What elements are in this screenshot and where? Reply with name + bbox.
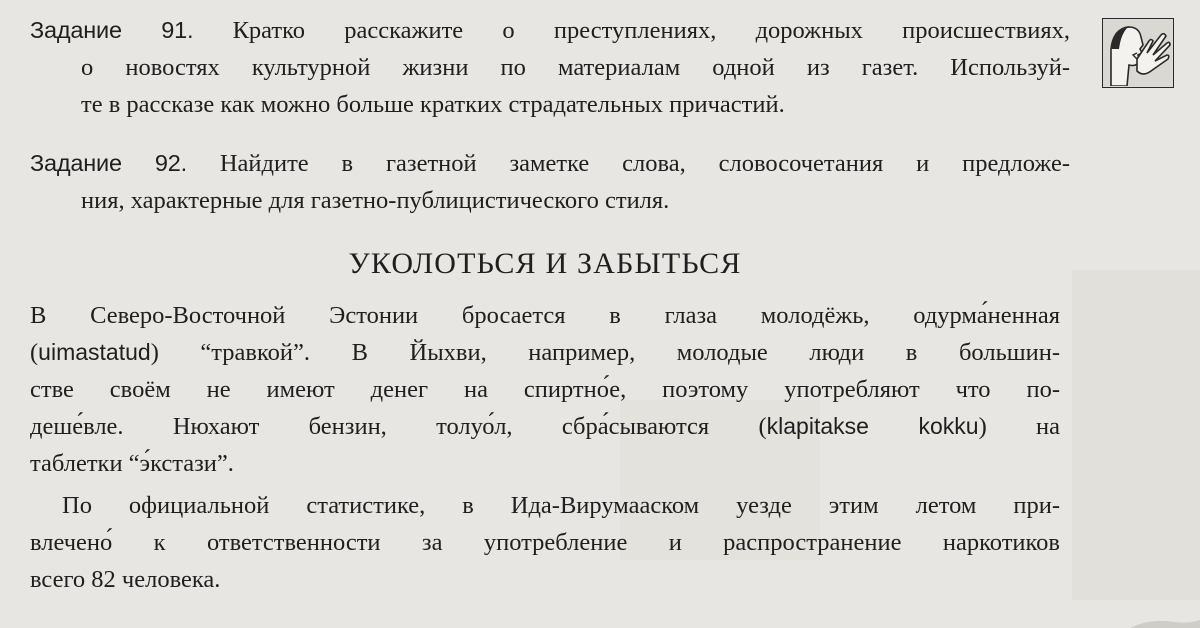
- task-91: [30, 12, 1070, 123]
- article-line: всего 82 человека.: [30, 566, 221, 593]
- task-label: Задание 92.: [30, 150, 187, 176]
- bleed-through-shade: [1072, 270, 1200, 600]
- article-line: влечено́ к ответственности за употребление и распространение наркотиков: [30, 529, 1060, 556]
- task-text: Кратко расскажите о преступлениях, дорожных происшествиях,: [232, 17, 1071, 44]
- task-line: [30, 12, 1070, 49]
- article-line: (uimastatud) “травкой”. В Йыхви, например, молодые люди в большин-: [30, 339, 1060, 366]
- task-92: [30, 145, 1070, 219]
- article-line: стве своём не имеют денег на спиртно́е, поэтому употребляют что по-: [30, 376, 1060, 403]
- article-headline: УКОЛОТЬСЯ И ЗАБЫТЬСЯ: [348, 247, 742, 280]
- task-line: о новостях культурной жизни по материалам одной из газет. Используй-: [81, 54, 1070, 81]
- task-line: [30, 145, 1070, 182]
- task-text: Найдите в газетной заметке слова, словосочетания и предложе-: [219, 150, 1071, 177]
- hand-icon: [1102, 18, 1174, 88]
- article-body: [30, 297, 1060, 598]
- estonian-term: uimastatud: [38, 339, 151, 365]
- article-line: По официальной статистике, в Ида-Вирумааском уезде этим летом при-: [62, 492, 1060, 519]
- article-line: В Северо-Восточной Эстонии бросается в глаза молодёжь, одурма́ненная: [30, 302, 1060, 329]
- article-line: деше́вле. Нюхают бензин, толуо́л, сбра́сываются (klapitakse kokku) на: [30, 413, 1060, 440]
- article-paragraph: [30, 297, 1060, 482]
- estonian-term: klapitakse kokku: [766, 413, 979, 439]
- task-label: Задание 91.: [30, 17, 194, 43]
- article-line: таблетки “э́кстази”.: [30, 450, 234, 477]
- article-paragraph: [30, 487, 1060, 598]
- task-line: ния, характерные для газетно-публицистического стиля.: [81, 187, 670, 214]
- task-line: те в рассказе как можно больше кратких страдательных причастий.: [81, 91, 785, 118]
- page-corner-mark: [1070, 612, 1200, 628]
